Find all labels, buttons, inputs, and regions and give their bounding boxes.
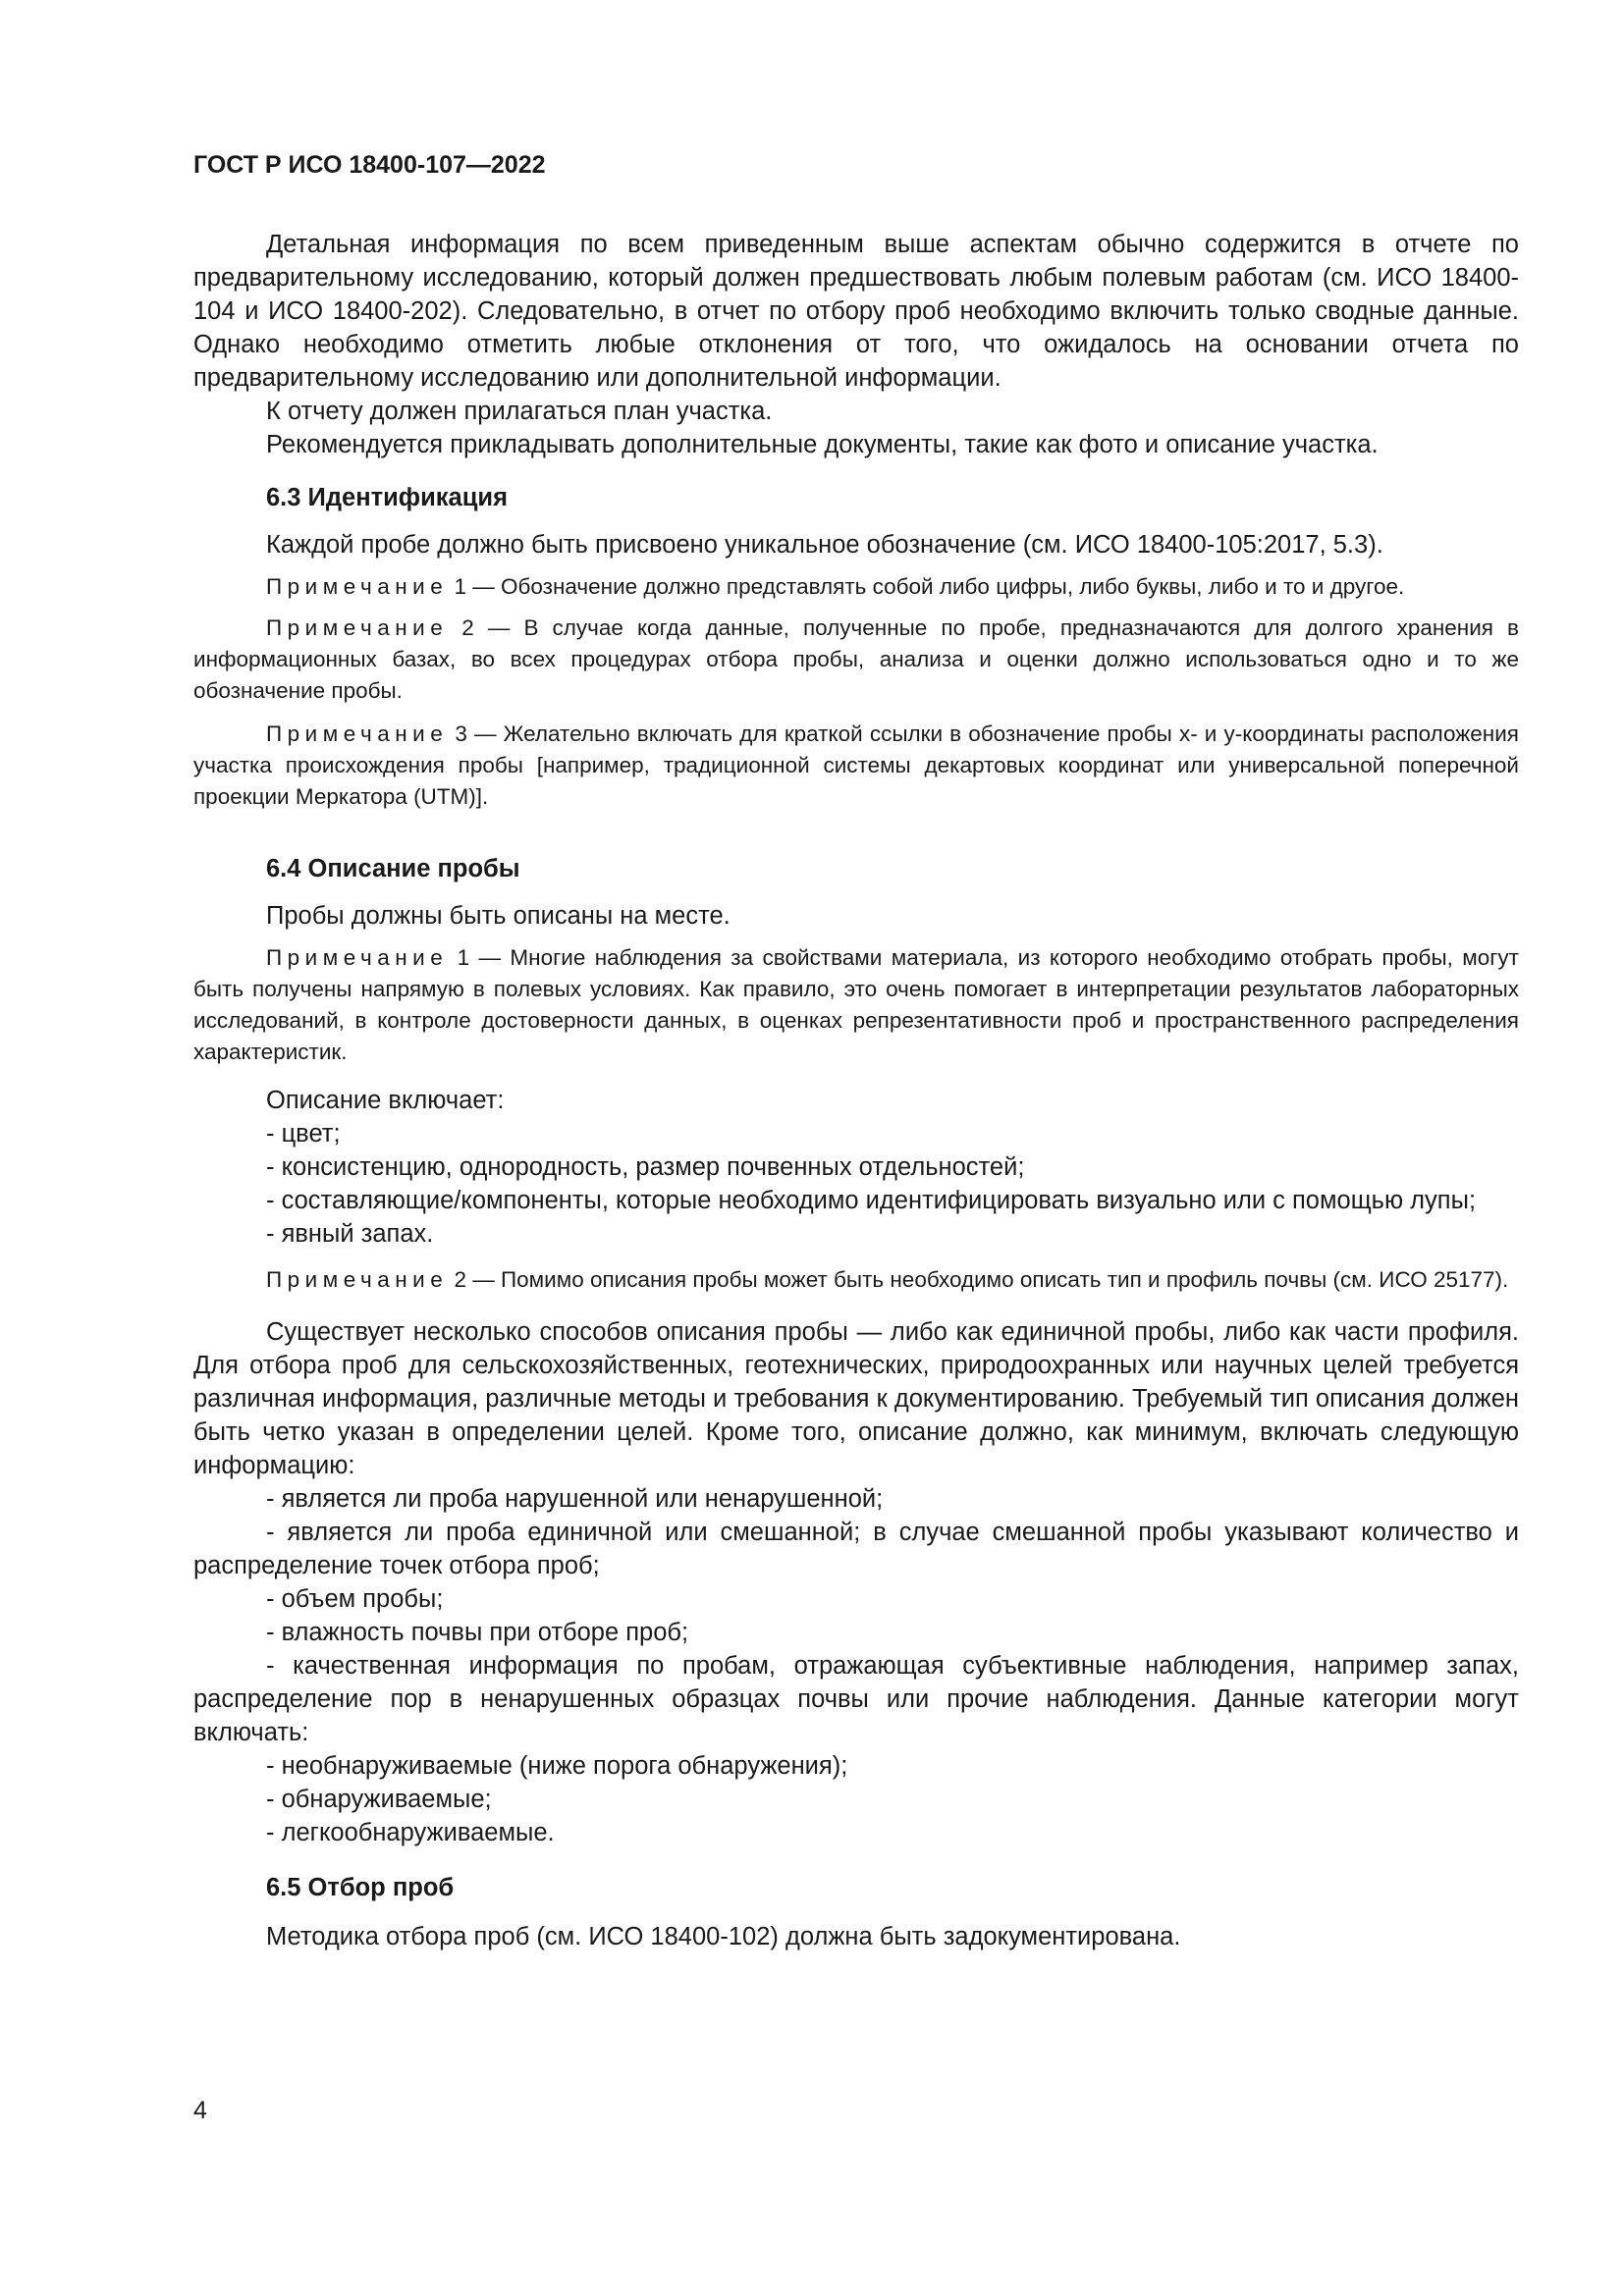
- description-intro: Описание включает:: [266, 1087, 505, 1114]
- section-6-3-note-2: [193, 613, 1519, 707]
- note-label: Примечание: [266, 574, 449, 599]
- note-text: 3 — Желательно включать для краткой ссылки в обозначение пробы x- и y-координаты расположения участка происхождения пробы [например, традиционной системы декартовых координат или универсальной поперечной проекции Меркатора (UTM)].: [193, 721, 1519, 809]
- section-6-3-text: Каждой пробе должно быть присвоено уникальное обозначение (см. ИСО 18400-105:2017, 5.3).: [266, 531, 1383, 559]
- info-item: - объем пробы;: [266, 1585, 444, 1613]
- section-6-4-note-1: [193, 942, 1519, 1068]
- info-item: - необнаруживаемые (ниже порога обнаружения);: [266, 1752, 848, 1780]
- section-6-4-note-2: [193, 1264, 1519, 1296]
- section-6-4-heading: 6.4 Описание пробы: [266, 855, 520, 882]
- intro-recommendation: Рекомендуется прикладывать дополнительные документы, такие как фото и описание участка.: [266, 431, 1379, 458]
- description-item: - цвет;: [266, 1120, 341, 1148]
- info-item: - обнаруживаемые;: [266, 1786, 492, 1813]
- note-label: Примечание: [266, 615, 449, 640]
- section-6-4-text: Пробы должны быть описаны на месте.: [266, 902, 731, 930]
- document-header: ГОСТ Р ИСО 18400-107—2022: [193, 151, 546, 179]
- info-item: - является ли проба нарушенной или ненарушенной;: [266, 1485, 884, 1513]
- note-label: Примечание: [266, 1267, 449, 1292]
- section-6-5-text: Методика отбора проб (см. ИСО 18400-102) должна быть задокументирована.: [266, 1923, 1181, 1950]
- page-number: 4: [193, 2097, 207, 2124]
- page-content: [193, 228, 1519, 1953]
- section-6-3-note-1: [193, 571, 1519, 603]
- note-text: 1 — Обозначение должно представлять собой либо цифры, либо буквы, либо и то и другое.: [448, 574, 1405, 599]
- description-item: - составляющие/компоненты, которые необходимо идентифицировать визуально или с помощью лупы;: [266, 1187, 1477, 1214]
- info-item: - является ли проба единичной или смешанной; в случае смешанной пробы указывают количество и распределение точек отбора проб;: [193, 1519, 1519, 1579]
- note-label: Примечание: [266, 721, 449, 746]
- info-item: - легкообнаруживаемые.: [266, 1819, 555, 1846]
- section-6-3-note-3: [193, 719, 1519, 813]
- note-text: 1 — Многие наблюдения за свойствами материала, из которого необходимо отобрать пробы, могут быть получены напрямую в полевых условиях. Как правило, это очень помогает в интерпретации результатов лабораторных исследований, в контроле достоверности данных, в оценках репрезентативности проб и пространственного распределения характеристик.: [193, 945, 1519, 1064]
- info-item: - качественная информация по пробам, отражающая субъективные наблюдения, например запах, распределение пор в ненарушенных образцах почвы или прочие наблюдения. Данные категории могут включать:: [193, 1652, 1519, 1746]
- description-item: - консистенцию, однородность, размер почвенных отдельностей;: [266, 1153, 1025, 1181]
- note-text: 2 — В случае когда данные, полученные по пробе, предназначаются для долгого хранения в информационных базах, во всех процедурах отбора пробы, анализа и оценки должно использоваться одно и то же обозначение пробы.: [193, 615, 1519, 703]
- section-6-4-paragraph: Существует несколько способов описания пробы — либо как единичной пробы, либо как части профиля. Для отбора проб для сельскохозяйственных, геотехнических, природоохранных или научных целей требуется различная информация, различные методы и требования к документированию. Требуемый тип описания должен быть четко указан в определении целей. Кроме того, описание должно, как минимум, включать следующую информацию:: [193, 1318, 1519, 1479]
- note-text: 2 — Помимо описания пробы может быть необходимо описать тип и профиль почвы (см. ИСО 25177).: [448, 1267, 1509, 1292]
- intro-site-plan: К отчету должен прилагаться план участка.: [266, 398, 773, 425]
- note-label: Примечание: [266, 945, 449, 970]
- section-6-5-heading: 6.5 Отбор проб: [266, 1874, 455, 1901]
- info-item: - влажность почвы при отборе проб;: [266, 1619, 689, 1646]
- intro-paragraph: Детальная информация по всем приведенным выше аспектам обычно содержится в отчете по предварительному исследованию, который должен предшествовать любым полевым работам (см. ИСО 18400-104 и ИСО 18400-202). Следовательно, в отчет по отбору проб необходимо включить только сводные данные. Однако необходимо отметить любые отклонения от того, что ожидалось на основании отчета по предварительному исследованию или дополнительной информации.: [193, 231, 1519, 392]
- description-item: - явный запах.: [266, 1220, 434, 1248]
- section-6-3-heading: 6.3 Идентификация: [266, 484, 508, 511]
